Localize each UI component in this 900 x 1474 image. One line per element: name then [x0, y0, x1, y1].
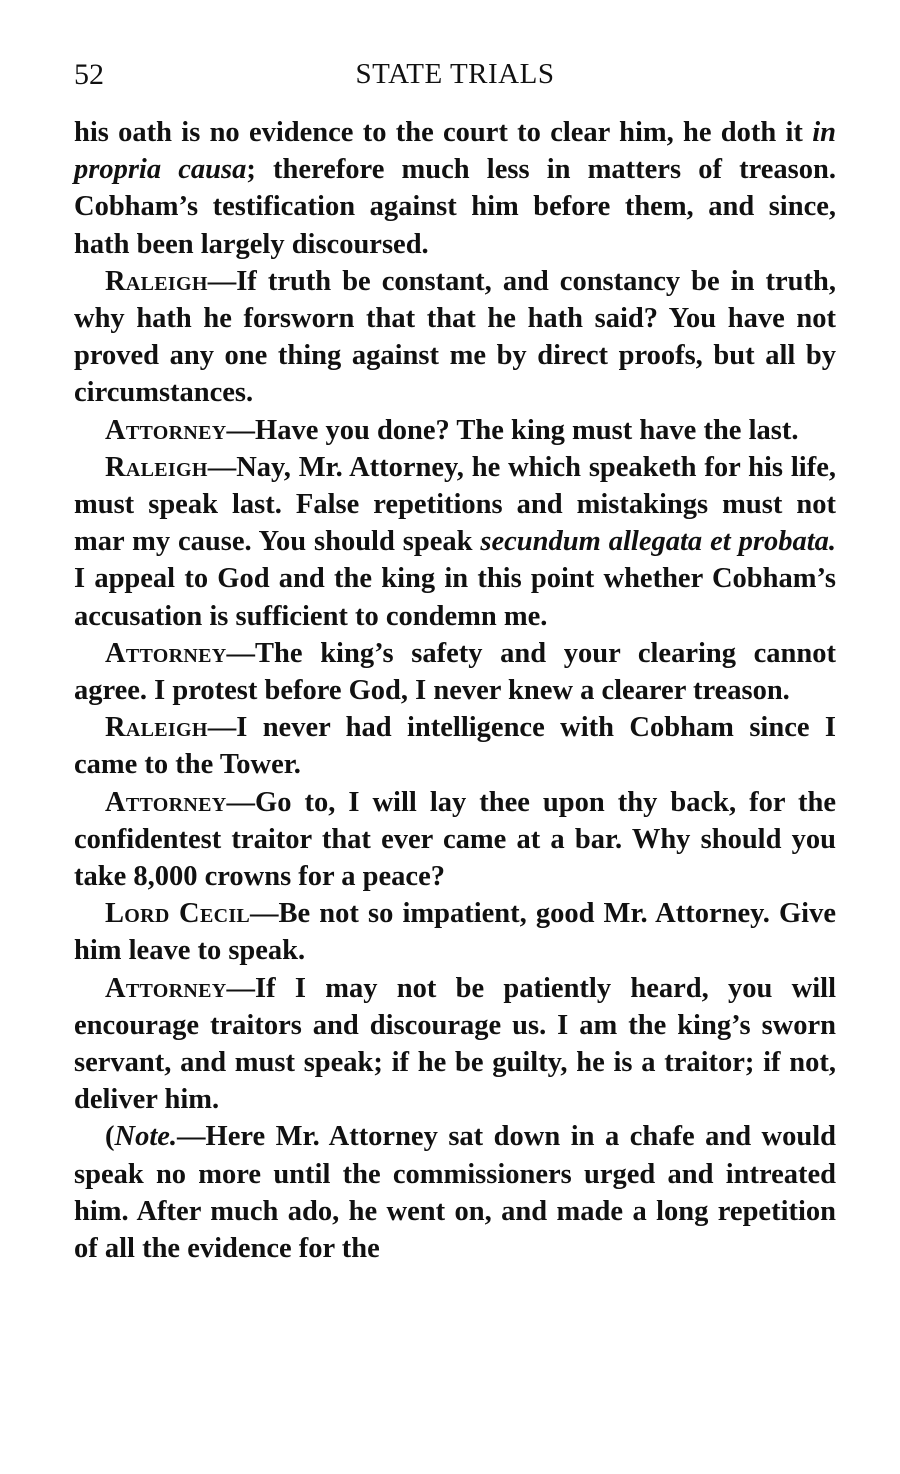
- running-head: [74, 58, 836, 98]
- italic-phrase: Note.: [114, 1121, 178, 1153]
- running-title: STATE TRIALS: [355, 58, 555, 90]
- paragraph: [74, 263, 836, 412]
- speaker-name: Raleigh: [105, 712, 208, 744]
- text-run: —The king’s safety and your clearing cannot agree. I protest before God, I never knew a clearer treason.: [74, 637, 836, 707]
- text-run: —If truth be constant, and constancy be in truth, why hath he forsworn that that he hath said? You have not proved any one thing against me by direct proofs, but all by circumstances.: [74, 265, 836, 409]
- speaker-name: Attorney: [105, 414, 227, 446]
- text-run: —If I may not be patiently heard, you will encourage traitors and discourage us. I am the king’s sworn servant, and must speak; if he be guilty, he is a traitor; if not, deliver him.: [74, 972, 836, 1116]
- paragraph: [74, 449, 836, 635]
- text-run: —Be not so impatient, good Mr. Attorney. Give him leave to speak.: [74, 898, 836, 967]
- paragraph: [74, 970, 836, 1119]
- text-run: —Here Mr. Attorney sat down in a chafe and would speak no more until the commissioners urged and intreated him. After much ado, he went on, and made a long repetition of all the evidence for the: [74, 1121, 836, 1265]
- paragraph: [74, 784, 836, 896]
- text-run: —Go to, I will lay thee upon thy back, for the confidentest traitor that ever came at a bar. Why should you take 8,000 crowns for a peace?: [74, 786, 836, 893]
- text-run: —Have you done? The king must have the last.: [226, 414, 799, 446]
- text-run: —I never had intelligence with Cobham since I came to the Tower.: [74, 712, 836, 781]
- paragraph: [74, 709, 836, 783]
- page-number: 52: [74, 58, 104, 91]
- text-run: I appeal to God and the king in this point whether Cobham’s accusation is sufficient to condemn me.: [74, 563, 836, 632]
- paragraph: [74, 114, 836, 263]
- speaker-name: Lord Cecil: [105, 898, 251, 930]
- speaker-name: Attorney: [105, 972, 227, 1004]
- speaker-name: Raleigh: [105, 451, 208, 483]
- italic-phrase: in propria causa: [74, 117, 836, 186]
- speaker-name: Attorney: [105, 637, 227, 669]
- text-run: (: [105, 1121, 115, 1153]
- text-run: —Nay, Mr. Attorney, he which speaketh for his life, must speak last. False repetitions and mistakings must not mar my cause. You should speak: [74, 451, 836, 558]
- body-text: [74, 114, 836, 1267]
- paragraph: [74, 635, 836, 709]
- italic-phrase: secundum allegata et probata.: [480, 526, 836, 558]
- paragraph: [74, 1118, 836, 1267]
- text-run: ; therefore much less in matters of treason. Cobham’s testification against him before them, and since, hath been largely discoursed.: [74, 154, 836, 260]
- paragraph: [74, 895, 836, 969]
- speaker-name: Attorney: [105, 786, 227, 818]
- paragraph: [74, 412, 836, 449]
- speaker-name: Raleigh: [105, 265, 208, 297]
- text-run: his oath is no evidence to the court to clear him, he doth it: [74, 117, 813, 148]
